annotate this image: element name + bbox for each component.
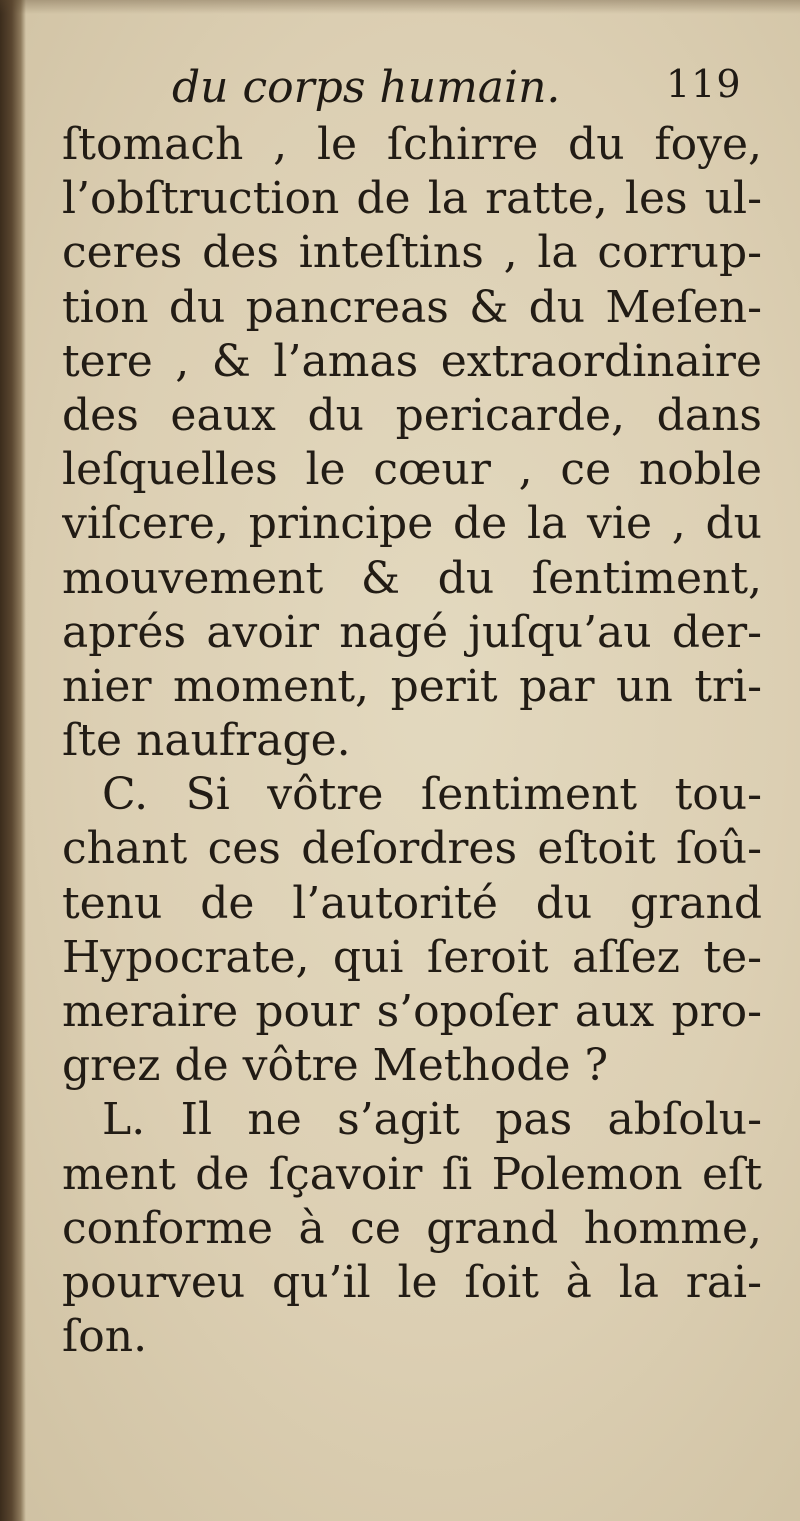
running-title: du corps humain.	[172, 62, 561, 113]
text-line: leſquelles le cœur , ce noble	[62, 444, 762, 496]
body-text	[62, 118, 762, 1364]
text-line: ſte naufrage.	[62, 715, 351, 767]
text-line: ſtomach , le ſchirre du foye,	[62, 119, 762, 170]
text-line: L. Il ne s’agit pas abſolu-	[102, 1094, 762, 1146]
text-line: ſon.	[62, 1311, 148, 1363]
text-line: des eaux du pericarde, dans	[62, 389, 762, 441]
page-top-shadow	[0, 0, 800, 14]
text-line: ment de ſçavoir ſi Polemon eſt	[62, 1148, 762, 1200]
text-line: tenu de l’autorité du grand	[62, 877, 762, 929]
text-line: nier moment, perit par un tri-	[62, 660, 762, 712]
text-line: pourveu qu’il le ſoit à la rai-	[62, 1256, 762, 1308]
text-line: tion du pancreas & du Meſen-	[62, 281, 762, 333]
text-line: Hypocrate, qui ſeroit aſſez te-	[62, 931, 762, 983]
text-line: C. Si vôtre ſentiment tou-	[102, 769, 762, 821]
text-line: tere , & l’amas extraordinaire	[62, 335, 762, 387]
text-line: conforme à ce grand homme,	[62, 1202, 762, 1254]
text-line: aprés avoir nagé juſqu’au der-	[62, 606, 762, 658]
text-line: grez de vôtre Methode ?	[62, 1040, 609, 1092]
page-header	[62, 62, 762, 122]
page-number: 119	[666, 62, 742, 106]
text-line: ceres des inteſtins , la corrup-	[62, 227, 762, 279]
text-line: chant ces deſordres eſtoit ſoû-	[62, 823, 762, 875]
text-line: meraire pour s’opoſer aux pro-	[62, 986, 762, 1037]
text-line: l’obſtruction de la ratte, les ul-	[62, 173, 762, 225]
text-line: viſcere, principe de la vie , du	[62, 498, 762, 550]
text-line: mouvement & du ſentiment,	[62, 552, 762, 604]
book-binding-edge	[0, 0, 26, 1521]
